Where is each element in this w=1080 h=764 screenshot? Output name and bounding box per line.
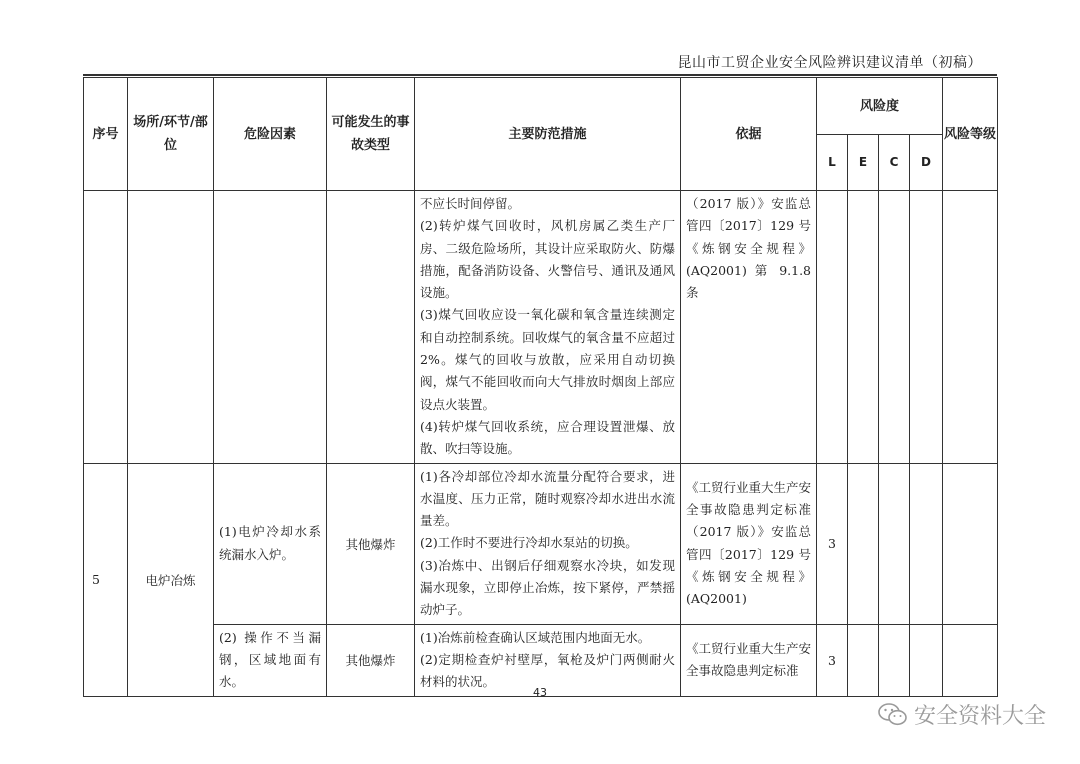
cell-L: 3 — [817, 624, 848, 696]
cell-measures — [415, 463, 681, 624]
header-measures: 主要防范措施 — [415, 78, 681, 191]
table-row — [84, 191, 998, 464]
measure-item: (1)冶炼前检查确认区域范围内地面无水。 — [420, 629, 651, 645]
cell-seq: 5 — [84, 463, 128, 696]
title-divider — [83, 74, 997, 76]
cell-hazard — [214, 191, 327, 464]
cell-place — [128, 191, 214, 464]
measure-item: (2)定期检查炉衬壁厚，氧枪及炉门两侧耐火材料的状况。 — [420, 651, 675, 690]
header-E: E — [848, 135, 879, 191]
cell-seq — [84, 191, 128, 464]
cell-E — [848, 463, 879, 624]
page-number: 43 — [533, 686, 547, 699]
cell-hazard: (2) 操作不当漏钢，区域地面有水。 — [214, 624, 327, 696]
cell-hazard: (1)电炉冷却水系统漏水入炉。 — [214, 463, 327, 624]
measure-item: (2)工作时不要进行冷却水泵站的切换。 — [420, 535, 638, 551]
measure-item: (1)各冷却部位冷却水流量分配符合要求，进水温度、压力正常，随时观察冷却水进出水流量差。 — [420, 468, 675, 529]
header-place: 场所/环节/部位 — [128, 78, 214, 191]
measure-item: (3)冶炼中、出钢后仔细观察水冷块，如发现漏水现象，立即停止冶炼，按下紧停，严禁摇动炉子。 — [420, 557, 675, 618]
cell-accident-type — [327, 191, 415, 464]
cell-risk-level — [943, 191, 998, 464]
header-accident-type: 可能发生的事故类型 — [327, 78, 415, 191]
cell-C — [879, 463, 910, 624]
cell-accident-type: 其他爆炸 — [327, 463, 415, 624]
header-D: D — [910, 135, 943, 191]
header-risk-degree: 风险度 — [817, 78, 943, 135]
cell-L: 3 — [817, 463, 848, 624]
measure-item: (3)煤气回收应设一氧化碳和氧含量连续测定和自动控制系统。回收煤气的氧含量不应超过 2%。煤气的回收与放散，应采用自动切换阀，煤气不能回收而向大气排放时烟囱上部应设点火装置。 — [420, 307, 675, 412]
cell-D — [910, 191, 943, 464]
measure-item: (2)转炉煤气回收时，风机房属乙类生产厂房、二级危险场所，其设计应采取防火、防爆措施，配备消防设备、火警信号、通讯及通风设施。 — [420, 218, 675, 301]
measure-item: (4)转炉煤气回收系统，应合理设置泄爆、放散、吹扫等设施。 — [420, 418, 675, 457]
header-L: L — [817, 135, 848, 191]
header-seq: 序号 — [84, 78, 128, 191]
cell-basis: （2017 版）》安监总管四〔2017〕129 号《炼钢安全规程》(AQ2001) 第 9.1.8 条 — [681, 191, 817, 464]
cell-accident-type: 其他爆炸 — [327, 624, 415, 696]
measure-item: 不应长时间停留。 — [420, 196, 521, 211]
cell-basis: 《工贸行业重大生产安全事故隐患判定标准 — [681, 624, 817, 696]
cell-L — [817, 191, 848, 464]
watermark-text: 安全资料大全 — [913, 704, 1046, 729]
cell-C — [879, 191, 910, 464]
cell-E — [848, 191, 879, 464]
risk-table — [83, 77, 998, 697]
header-hazard: 危险因素 — [214, 78, 327, 191]
cell-place: 电炉冶炼 — [128, 463, 214, 696]
cell-risk-level — [943, 463, 998, 624]
cell-measures — [415, 191, 681, 464]
header-basis: 依据 — [681, 78, 817, 191]
cell-D — [910, 463, 943, 624]
header-risk-level: 风险等级 — [943, 78, 998, 191]
document-title: 昆山市工贸企业安全风险辨识建议清单（初稿） — [677, 55, 982, 71]
wechat-icon — [878, 702, 908, 728]
watermark — [878, 699, 1046, 730]
table-row — [84, 463, 998, 624]
cell-basis: 《工贸行业重大生产安全事故隐患判定标准（2017 版）》安监总管四〔2017〕129 号《炼钢安全规程》(AQ2001) — [681, 463, 817, 624]
header-C: C — [879, 135, 910, 191]
